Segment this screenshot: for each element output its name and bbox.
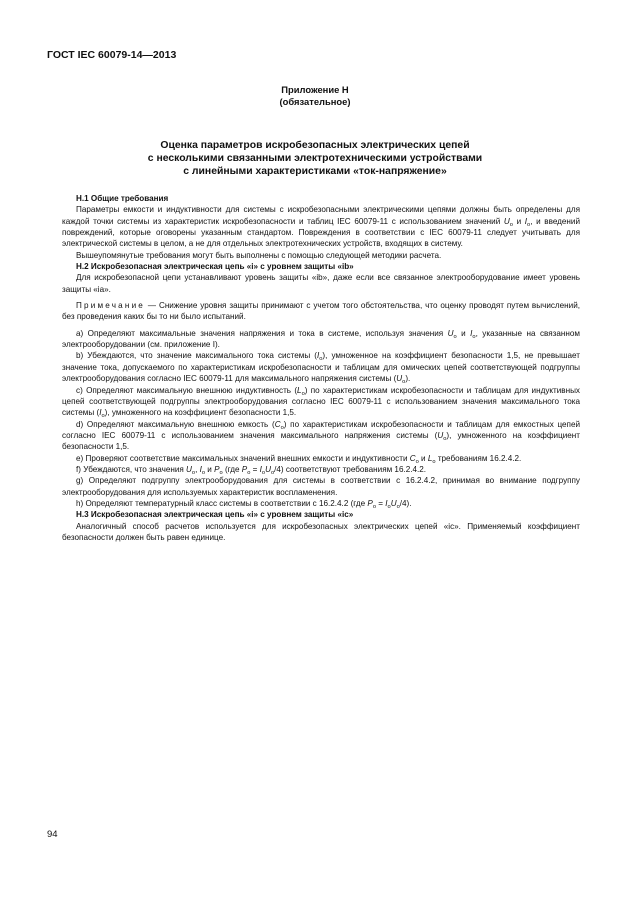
paragraph-ic: Аналогичный способ расчетов используется для искробезопасных электрических цепей «ic». Применяемый коэффициент безопасности должен быть равен единице. bbox=[62, 521, 580, 542]
paragraph-general: Параметры емкости и индуктивности для системы с искробезопасными электрическими цепями должны быть определены для каждой точки системы из характеристик искробезопасности и таблиц IEC 60079-11 с использованием значений $U_o$ и $I_o$, и введений повреждений, которые оговорены указанным стандартом. Повреждения в соответствии с IEC 60079-11 следует учитывать для электрической системы в целом, а не для отдельных электротехнических устройств, входящих в систему. bbox=[62, 205, 580, 249]
section-heading-h3: Н.3 Искробезопасная электрическая цепь «i» с уровнем защиты «ic» bbox=[76, 510, 354, 520]
annex-status: (обязательное) bbox=[279, 96, 351, 107]
item-a: а) Определяют максимальные значения напряжения и тока в системе, используя значения $U_o$ и $I_o$, указанные на связанном электрооборудовании (см. приложение I). bbox=[62, 328, 580, 350]
section-heading-h2: Н.2 Искробезопасная электрическая цепь «i» с уровнем защиты «ib» bbox=[76, 262, 354, 272]
item-e: е) Проверяют соответствие максимальных значений внешних емкости и индуктивности $C_o$ и $L_o$ требованиям 16.2.4.2. bbox=[76, 453, 522, 465]
section-heading-h1: Н.1 Общие требования bbox=[76, 194, 169, 203]
page-number: 94 bbox=[47, 829, 58, 840]
title-line-2: с несколькими связанными электротехническими устройствами bbox=[147, 153, 483, 164]
title-line-1: Оценка параметров искробезопасных электрических цепей bbox=[160, 140, 470, 151]
document-body bbox=[62, 193, 580, 543]
annex-heading bbox=[0, 84, 630, 108]
item-f: f) Убеждаются, что значения $U_o$, $I_o$ и $P_o$ (где $P_o = I_oU_o/4$) соответствуют требованиям 16.2.4.2. bbox=[76, 464, 427, 476]
note-label: Примечание bbox=[76, 301, 146, 311]
annex-main-title bbox=[0, 139, 630, 178]
title-line-3: с линейными характеристиками «ток-напряжение» bbox=[183, 166, 447, 177]
paragraph-ib: Для искробезопасной цепи устанавливают уровень защиты «ib», даже если все связанное электрооборудование имеет уровень защиты «ia». bbox=[62, 273, 580, 294]
item-c: с) Определяют максимальную внешнюю индуктивность $(L_o)$ по характеристикам искробезопасности и таблицам для индуктивных цепей соответствующей подгруппы электрооборудования согласно IEC 60079-11 с использованием значения максимального тока системы $(I_o)$, умноженного на коэффициент безопасности 1,5. bbox=[62, 385, 580, 420]
item-b: b) Убеждаются, что значение максимального тока системы $(I_o)$, умноженное на коэффициент безопасности 1,5, не превышает значение тока, допускаемого по характеристикам искробезопасности и таблицам для омических цепей соответствующей подгруппы электрооборудования согласно IEC 60079-11 для максимального напряжения системы $(U_o)$. bbox=[62, 351, 580, 386]
item-h: h) Определяют температурный класс системы в соответствии с 16.2.4.2 (где $P_o = I_oU_o/4$). bbox=[76, 498, 412, 510]
item-g: g) Определяют подгруппу электрооборудования для системы в соответствии с 16.2.4.2, принимая во внимание подгруппу электрооборудования для используемых характеристик воспламенения. bbox=[62, 476, 580, 497]
document-code: ГОСТ IEC 60079-14—2013 bbox=[47, 49, 177, 61]
item-d: d) Определяют максимальную внешнюю емкость $(C_o)$ по характеристикам искробезопасности и таблицам для емкостных цепей согласно IEC 60079-11 с использованием значения максимального напряжения системы $(U_o)$, умноженного на коэффициент безопасности 1,5. bbox=[62, 419, 581, 452]
paragraph-method: Вышеупомянутые требования могут быть выполнены с помощью следующей методики расчета. bbox=[76, 250, 442, 260]
annex-title: Приложение Н bbox=[281, 84, 349, 95]
note: Примечание — Снижение уровня защиты принимают с учетом того обстоятельства, что оценку проводят путем вычислений, без проведения каких бы то ни было испытаний. bbox=[62, 301, 580, 322]
